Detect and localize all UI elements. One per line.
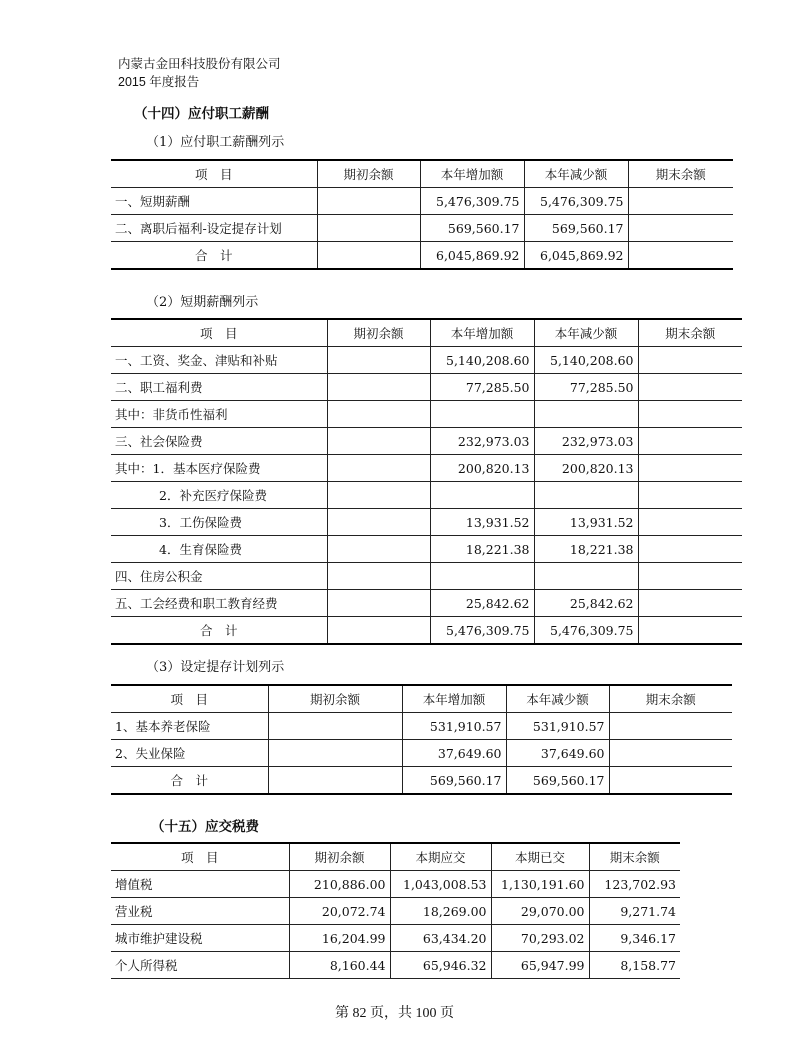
row-item: 2．补充医疗保险费: [111, 482, 327, 509]
row-item: 合 计: [111, 242, 317, 270]
row-closing: [638, 482, 742, 509]
col-header-opening: 期初余额: [289, 843, 390, 871]
row-item: 2、失业保险: [111, 740, 268, 767]
row-item: 其中：1．基本医疗保险费: [111, 455, 327, 482]
row-closing: 9,346.17: [589, 925, 680, 952]
short-term-pay-table: [111, 318, 742, 645]
row-increase: 1,043,008.53: [390, 871, 491, 898]
table-row: [111, 374, 742, 401]
row-opening: [327, 482, 430, 509]
row-opening: 8,160.44: [289, 952, 390, 979]
col-header-item: 项 目: [111, 319, 327, 347]
row-increase: 77,285.50: [430, 374, 534, 401]
row-closing: [638, 509, 742, 536]
row-decrease: 569,560.17: [524, 215, 628, 242]
row-closing: [628, 242, 733, 270]
table-row: [111, 952, 680, 979]
defined-contribution-table: [111, 684, 732, 795]
row-increase: 5,140,208.60: [430, 347, 534, 374]
row-opening: [327, 536, 430, 563]
row-closing: [638, 563, 742, 590]
row-closing: [638, 347, 742, 374]
row-item: 1、基本养老保险: [111, 713, 268, 740]
col-header-decrease: 本年减少额: [534, 319, 638, 347]
row-closing: [628, 215, 733, 242]
row-opening: [327, 374, 430, 401]
row-closing: [628, 188, 733, 215]
row-item: 其中：非货币性福利: [111, 401, 327, 428]
col-header-closing: 期末余额: [628, 160, 733, 188]
col-header-opening: 期初余额: [317, 160, 420, 188]
row-decrease: 25,842.62: [534, 590, 638, 617]
row-closing: [609, 740, 732, 767]
row-increase: 65,946.32: [390, 952, 491, 979]
report-year: 2015 年度报告: [118, 75, 200, 89]
row-decrease: 18,221.38: [534, 536, 638, 563]
row-closing: [638, 374, 742, 401]
section-15-title: （十五）应交税费: [151, 819, 259, 835]
row-increase: 232,973.03: [430, 428, 534, 455]
table-row: [111, 767, 732, 795]
row-decrease: 531,910.57: [506, 713, 609, 740]
row-closing: [638, 590, 742, 617]
table-header-row: [111, 843, 680, 871]
row-decrease: 37,649.60: [506, 740, 609, 767]
row-closing: 8,158.77: [589, 952, 680, 979]
table-row: [111, 536, 742, 563]
table-row: [111, 401, 742, 428]
row-item: 合 计: [111, 767, 268, 795]
row-item: 三、社会保险费: [111, 428, 327, 455]
taxes-payable-table: [111, 842, 680, 979]
section-14-title: （十四）应付职工薪酬: [134, 106, 269, 122]
page-number: 第 82 页，共 100 页: [335, 1006, 454, 1021]
row-opening: 20,072.74: [289, 898, 390, 925]
row-decrease: 29,070.00: [491, 898, 589, 925]
table-row: [111, 455, 742, 482]
row-item: 3．工伤保险费: [111, 509, 327, 536]
row-item: 个人所得税: [111, 952, 289, 979]
row-increase: 18,269.00: [390, 898, 491, 925]
row-decrease: 200,820.13: [534, 455, 638, 482]
col-header-increase: 本年增加额: [420, 160, 524, 188]
row-closing: [638, 455, 742, 482]
table-row: [111, 740, 732, 767]
col-header-closing: 期末余额: [638, 319, 742, 347]
row-closing: [609, 713, 732, 740]
row-increase: 25,842.62: [430, 590, 534, 617]
col-header-decrease: 本年减少额: [524, 160, 628, 188]
row-decrease: 1,130,191.60: [491, 871, 589, 898]
row-increase: 18,221.38: [430, 536, 534, 563]
table-1-caption: （1）应付职工薪酬列示: [146, 135, 285, 150]
table-row: [111, 925, 680, 952]
table-row: [111, 215, 733, 242]
company-name: 内蒙古金田科技股份有限公司: [118, 57, 281, 71]
table-row: [111, 509, 742, 536]
row-item: 一、工资、奖金、津贴和补贴: [111, 347, 327, 374]
row-decrease: 70,293.02: [491, 925, 589, 952]
row-opening: [327, 509, 430, 536]
row-increase: [430, 482, 534, 509]
row-decrease: 13,931.52: [534, 509, 638, 536]
row-opening: [268, 767, 402, 795]
row-closing: 9,271.74: [589, 898, 680, 925]
row-decrease: 6,045,869.92: [524, 242, 628, 270]
row-increase: 5,476,309.75: [420, 188, 524, 215]
row-opening: 16,204.99: [289, 925, 390, 952]
row-increase: [430, 563, 534, 590]
col-header-increase: 本年增加额: [430, 319, 534, 347]
col-header-decrease: 本年减少额: [506, 685, 609, 713]
table-row: [111, 347, 742, 374]
row-opening: 210,886.00: [289, 871, 390, 898]
row-opening: [327, 617, 430, 645]
col-header-item: 项 目: [111, 843, 289, 871]
row-decrease: 5,476,309.75: [534, 617, 638, 645]
table-row: [111, 617, 742, 645]
row-decrease: 5,140,208.60: [534, 347, 638, 374]
row-opening: [317, 215, 420, 242]
row-closing: [638, 617, 742, 645]
row-increase: [430, 401, 534, 428]
row-opening: [268, 713, 402, 740]
row-decrease: [534, 401, 638, 428]
row-closing: 123,702.93: [589, 871, 680, 898]
table-row: [111, 590, 742, 617]
row-opening: [327, 563, 430, 590]
row-decrease: 65,947.99: [491, 952, 589, 979]
col-header-increase: 本年增加额: [402, 685, 506, 713]
row-opening: [327, 455, 430, 482]
row-decrease: [534, 482, 638, 509]
col-header-payable: 本期应交: [390, 843, 491, 871]
row-increase: 531,910.57: [402, 713, 506, 740]
row-increase: 569,560.17: [420, 215, 524, 242]
row-opening: [327, 347, 430, 374]
row-decrease: 569,560.17: [506, 767, 609, 795]
row-increase: 13,931.52: [430, 509, 534, 536]
table-row: [111, 713, 732, 740]
row-increase: 63,434.20: [390, 925, 491, 952]
row-opening: [327, 590, 430, 617]
col-header-closing: 期末余额: [589, 843, 680, 871]
row-item: 增值税: [111, 871, 289, 898]
row-increase: 200,820.13: [430, 455, 534, 482]
row-item: 合 计: [111, 617, 327, 645]
row-closing: [638, 536, 742, 563]
row-increase: 5,476,309.75: [430, 617, 534, 645]
row-decrease: 232,973.03: [534, 428, 638, 455]
table-row: [111, 428, 742, 455]
col-header-item: 项 目: [111, 685, 268, 713]
col-header-closing: 期末余额: [609, 685, 732, 713]
row-item: 城市维护建设税: [111, 925, 289, 952]
table-header-row: [111, 319, 742, 347]
row-decrease: [534, 563, 638, 590]
table-3-caption: （3）设定提存计划列示: [146, 660, 285, 675]
row-opening: [327, 401, 430, 428]
row-decrease: 77,285.50: [534, 374, 638, 401]
row-item: 4．生育保险费: [111, 536, 327, 563]
table-row: [111, 188, 733, 215]
row-closing: [638, 401, 742, 428]
table-row: [111, 563, 742, 590]
table-row: [111, 482, 742, 509]
row-increase: 6,045,869.92: [420, 242, 524, 270]
col-header-paid: 本期已交: [491, 843, 589, 871]
row-increase: 37,649.60: [402, 740, 506, 767]
col-header-item: 项 目: [111, 160, 317, 188]
payroll-summary-table: [111, 159, 733, 270]
row-item: 一、短期薪酬: [111, 188, 317, 215]
row-increase: 569,560.17: [402, 767, 506, 795]
row-decrease: 5,476,309.75: [524, 188, 628, 215]
row-opening: [317, 242, 420, 270]
row-item: 二、离职后福利-设定提存计划: [111, 215, 317, 242]
row-opening: [327, 428, 430, 455]
row-opening: [317, 188, 420, 215]
table-header-row: [111, 160, 733, 188]
table-row: [111, 898, 680, 925]
row-closing: [609, 767, 732, 795]
row-item: 五、工会经费和职工教育经费: [111, 590, 327, 617]
table-row: [111, 242, 733, 270]
table-header-row: [111, 685, 732, 713]
col-header-opening: 期初余额: [268, 685, 402, 713]
row-item: 二、职工福利费: [111, 374, 327, 401]
table-2-caption: （2）短期薪酬列示: [146, 295, 259, 310]
row-item: 四、住房公积金: [111, 563, 327, 590]
row-opening: [268, 740, 402, 767]
row-item: 营业税: [111, 898, 289, 925]
col-header-opening: 期初余额: [327, 319, 430, 347]
row-closing: [638, 428, 742, 455]
table-row: [111, 871, 680, 898]
